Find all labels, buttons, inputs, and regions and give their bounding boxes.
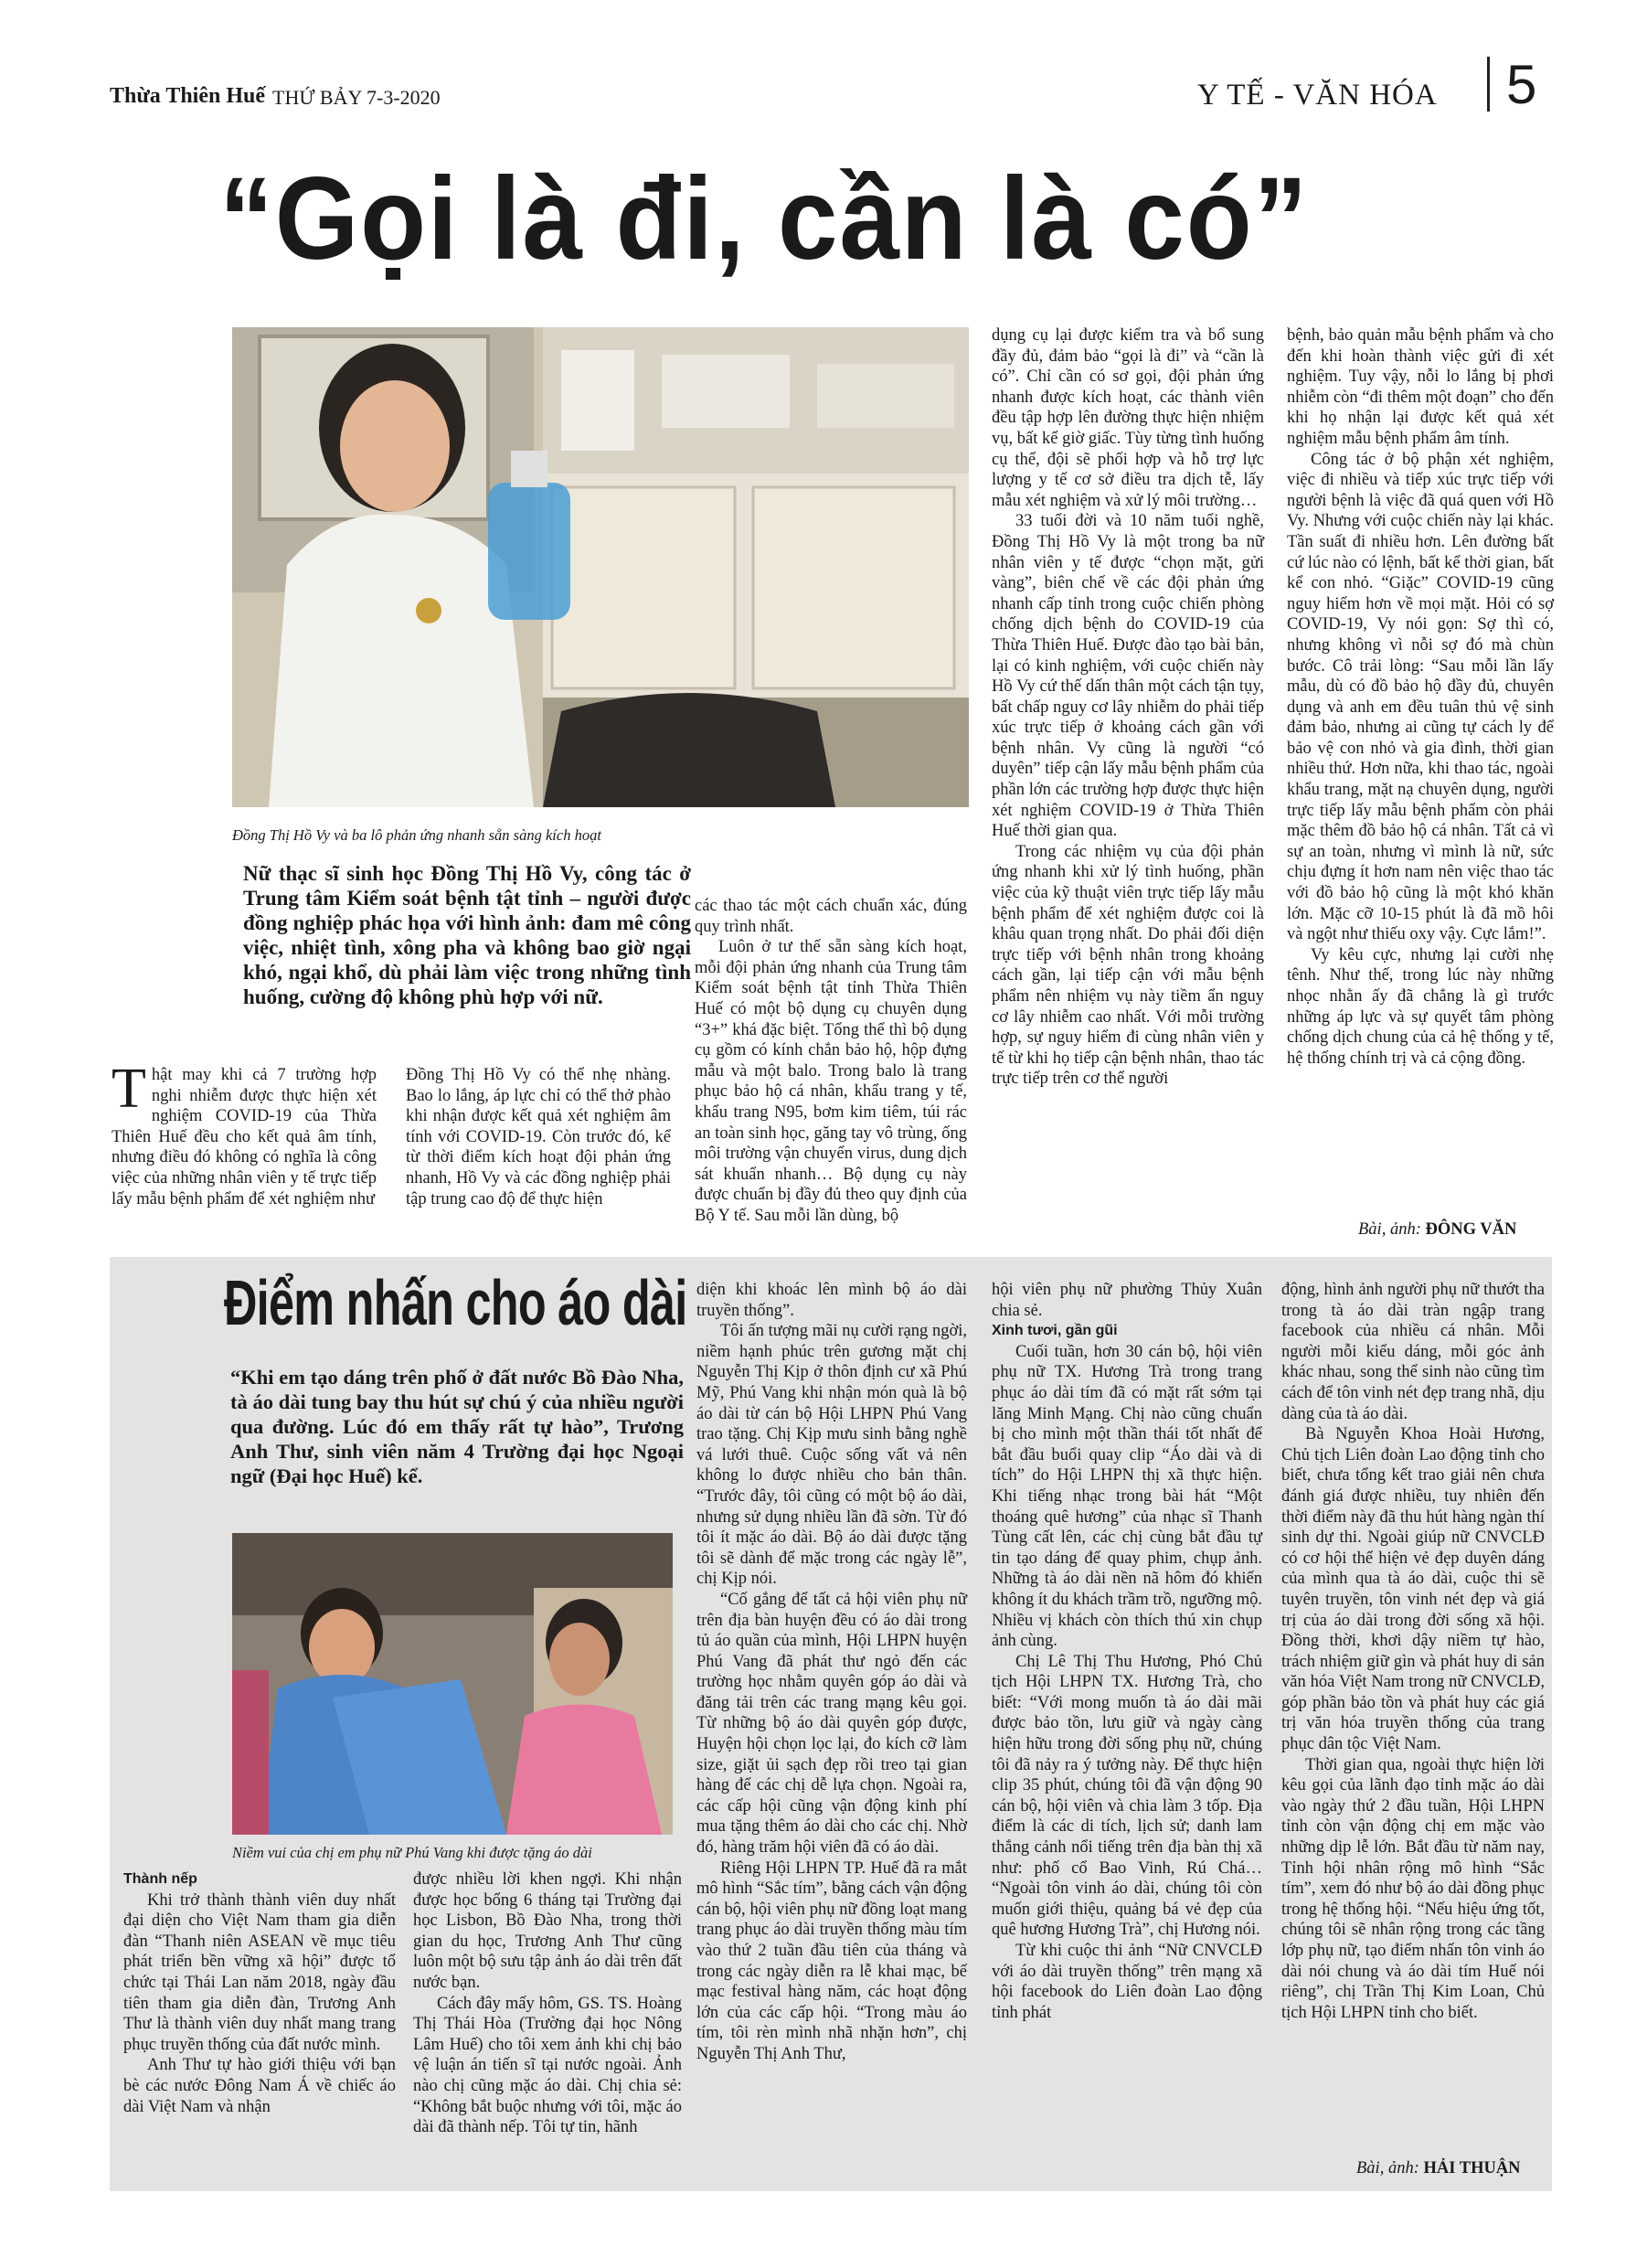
article1-col5-p3: Vy kêu cực, nhưng lại cười nhẹ tênh. Như thế, trong lúc này những nhọc nhằn ấy đã chẳng là gì trước những áp lực và sự quyết tâm phòng chống dịch chung của cả hệ thống y tế, hệ thống chính trị và cả cộng đồng.	[1287, 945, 1554, 1068]
article1-col4-p1: dụng cụ lại được kiểm tra và bổ sung đầy đủ, đảm bảo “gọi là đi” và “cần là có”. Chỉ cần có sơ gọi, đội phản ứng nhanh được kích hoạt, các thành viên đều tập hợp lên đường thực hiện nhiệm vụ, bất kể giờ giấc. Tùy từng tình huống cụ thể, đội sẽ phối hợp và hỗ trợ lực lượng y tế cơ sở điều tra dịch tễ, lấy mẫu xét nghiệm và xử lý môi trường…	[992, 326, 1264, 510]
dropcap: T	[112, 1058, 146, 1120]
article1-col1-text: hật may khi cả 7 trường hợp nghi nhiễm được thực hiện xét nghiệm COVID-19 của Thừa Thiên Huế đều cho kết quả âm tính, nhưng điều đó không có nghĩa là công việc của những nhân viên y tế trực tiếp lấy mẫu bệnh phẩm để xét nghiệm như	[112, 1066, 377, 1209]
article2-col3-p2: Tôi ấn tượng mãi nụ cười rạng ngời, niềm hạnh phúc trên gương mặt chị Nguyễn Thị Kịp ở thôn định cư xã Phú Mỹ, Phú Vang khi nhận món quà là bộ áo dài từ cán bộ Hội LHPN Phú Vang trao tặng. Chị Kịp mưu sinh bằng nghề vá lưới thuê. Cuộc sống vất vả nên không lo được nhiều cho bản thân. “Trước đây, tôi cũng có một bộ áo dài, nhưng sử dụng nhiều lần đã sờn. Từ đó tôi ít mặc áo dài. Bộ áo dài được tặng tôi sẽ dành để mặc trong các ngày lễ”, chị Kịp nói.	[696, 1322, 967, 1589]
article2-col4-p1: hội viên phụ nữ phường Thủy Xuân chia sẻ.	[992, 1281, 1262, 1320]
article1-column-1	[112, 1058, 377, 1209]
issue-date: THỨ BẢY 7-3-2020	[272, 86, 441, 109]
article2-col2-p1: được nhiều lời khen ngợi. Khi nhận được học bổng 6 tháng tại Trường đại học Lisbon, Bồ Đào Nha, trong thời gian du học, Trương Anh Thư cũng luôn một bộ sưu tập ảnh áo dài trên đất nước bạn.	[413, 1870, 682, 1992]
article2-column-3	[696, 1280, 967, 2065]
article1-column-3	[695, 896, 967, 1227]
article1-col2-text: Đồng Thị Hồ Vy có thể nhẹ nhàng. Bao lo lắng, áp lực chỉ có thể thở phào khi nhận được kết quả xét nghiệm âm tính với COVID-19. Còn trước đó, kể từ thời điểm kích hoạt đội phản ứng nhanh, Hồ Vy và các đồng nghiệp phải tập trung cao độ để thực hiện	[406, 1066, 671, 1209]
byline-label: Bài, ảnh:	[1358, 1220, 1421, 1239]
header-divider	[1487, 57, 1490, 112]
article1-col5-p2: Công tác ở bộ phận xét nghiệm, việc đi nhiều và tiếp xúc trực tiếp với người bệnh là việc đã quá quen với Hồ Vy. Nhưng với cuộc chiến này lại khác. Tần suất đi nhiều hơn. Lên đường bất cứ lúc nào có lệnh, bất kể thời gian, bất kể con nhỏ. “Giặc” COVID-19 cũng nguy hiểm hơn về mọi mặt. Hỏi có sợ COVID-19, Vy nói gọn: Sợ thì có, nhưng không vì nỗi sợ đó mà chùn bước. Cô trải lòng: “Sau mỗi lần lấy mẫu, dù có đồ bảo hộ đầy đủ, chuyên dụng và anh em đều tuân thủ vệ sinh đảm bảo, nhưng ai cũng tự cách ly để bảo vệ con nhỏ và gia đình, thời gian nhiều thứ. Hơn nữa, khi thao tác, ngoài khẩu trang, mặt nạ chuyên dụng, người trực tiếp lấy mẫu bệnh phẩm còn phải mặc thêm đồ bảo hộ cá nhân. Tất cả vì sự an toàn, nhưng vì mình là nữ, sức chịu đựng ít hơn nam nên việc thao tác với đồ bảo hộ cũng là một khó khăn lớn. Mặc cỡ 10-15 phút là đã mồ hôi và ngột như thiếu oxy vậy. Cực lắm!”.	[1287, 450, 1554, 944]
article2-col3-p3: “Cố gắng để tất cả hội viên phụ nữ trên địa bàn huyện đều có áo dài trong tủ áo quần của mình, Hội LHPN huyện Phú Vang đã phát thư ngỏ đến các trường học nhằm quyên góp áo dài và đăng tải trên các trang mạng kêu gọi. Từ những bộ áo dài quyên góp được, Huyện hội chọn lọc lại, đo kích cỡ làm size, giặt ủi sạch đẹp rồi treo tại gian hàng để các chị dễ lựa chọn. Ngoài ra, các cấp hội cũng vận động kinh phí mua tặng thêm áo dài cho các chị. Nhờ đó, hàng trăm hội viên đã có áo dài.	[696, 1590, 967, 1858]
newspaper-name: Thừa Thiên Huế	[110, 84, 266, 108]
byline-author-2: HẢI THUẬN	[1423, 2159, 1521, 2177]
article2-subhead-2: Xinh tươi, gần gũi	[992, 1323, 1118, 1339]
article2-column-2	[413, 1869, 682, 2138]
nurse-photo-illustration	[232, 327, 969, 807]
article2-column-4	[992, 1280, 1262, 2023]
article2-col3-p4: Riêng Hội LHPN TP. Huế đã ra mắt mô hình “Sắc tím”, bằng cách vận động cán bộ, hội viên phụ nữ đồng loạt mang trang phục áo dài truyền thống màu tím vào thứ 2 tuần đầu tiên của tháng và trong các ngày diễn ra lễ khai mạc, bế mạc festival hàng năm, các hoạt động lớn của các cấp hội. “Trong màu áo tím, tôi rèn mình nhã nhặn hơn”, chị Nguyễn Thị Anh Thư,	[696, 1858, 967, 2063]
article2-byline	[1356, 2159, 1521, 2178]
article1-col4-p2: 33 tuổi đời và 10 năm tuổi nghề, Đồng Thị Hồ Vy là một trong ba nữ nhân viên y tế được “chọn mặt, gửi vàng”, biên chế về các đội phản ứng nhanh cấp tỉnh trong cuộc chiến phòng chống dịch bệnh do COVID-19 của Thừa Thiên Huế. Được đào tạo bài bản, lại có kinh nghiệm, với cuộc chiến này Hồ Vy cứ thế dấn thân một cách tận tụy, bất chấp nguy cơ lây nhiễm do phải tiếp xúc trực tiếp ở khoảng cách gần với bệnh nhân. Vy cũng là người “có duyên” tiếp cận lấy mẫu bệnh phẩm của phần lớn các trường hợp được thực hiện xét nghiệm COVID-19 ở Thừa Thiên Huế thời gian qua.	[992, 512, 1264, 841]
article2-lead: “Khi em tạo dáng trên phố ở đất nước Bồ Đào Nha, tà áo dài tung bay thu hút sự chú ý của nhiều người qua đường. Lúc đó em thấy rất tự hào”, Trương Anh Thư, sinh viên năm 4 Trường đại học Ngoại ngữ (Đại học Huế) kể.	[230, 1366, 684, 1487]
article2-column-5	[1281, 1280, 1545, 2023]
article1-column-4	[992, 325, 1264, 1090]
article2-headline: Điểm nhấn cho áo dài	[224, 1267, 687, 1338]
article2-col2-p2: Cách đây mấy hôm, GS. TS. Hoàng Thị Thái Hòa (Trường đại học Nông Lâm Huế) cho tôi xem ảnh khi chị bảo vệ luận án tiến sĩ tại nước ngoài. Ảnh nào chị cũng mặc áo dài. Chị chia sẻ: “Không bắt buộc nhưng với tôi, mặc áo dài đã thành nếp. Tôi tự tin, hãnh	[413, 1994, 682, 2137]
article1-headline: “Gọi là đi, cần là có”	[219, 154, 1310, 284]
article2-col4-p3: Chị Lê Thị Thu Hương, Phó Chủ tịch Hội LHPN TX. Hương Trà, cho biết: “Với mong muốn tà áo dài mãi được bảo tồn, lưu giữ và ngày càng hiện hữu trong đời sống phụ nữ, chúng tôi đã nảy ra ý tưởng này. Để thực hiện clip 35 phút, chúng tôi đã vận động 90 cán bộ, hội viên và chia làm 3 tốp. Địa điểm là các di tích, lịch sử; danh lam thắng cảnh nổi tiếng trên địa bàn thị xã như: phố cổ Bao Vinh, Rú Chá… “Ngoài tôn vinh áo dài, chúng tôi còn muốn giới thiệu, quảng bá vẻ đẹp của quê hương Hương Trà”, chị Hương nói.	[992, 1652, 1262, 1940]
article2-col4-p4: Từ khi cuộc thi ảnh “Nữ CNVCLĐ với áo dài truyền thống” trên mạng xã hội facebook do Liên đoàn Lao động tỉnh phát	[992, 1942, 1262, 2022]
article2-subhead-1: Thành nếp	[123, 1871, 197, 1887]
section-title: Y TẾ - VĂN HÓA	[1197, 79, 1438, 112]
article1-col3-p1: các thao tác một cách chuẩn xác, đúng quy trình nhất.	[695, 897, 967, 936]
article2-col1-p1: Khi trở thành thành viên duy nhất đại diện cho Việt Nam tham gia diễn đàn “Thanh niên ASEAN về mục tiêu phát triển bền vững xã hội” được tổ chức tại Thái Lan năm 2018, ngày đầu tiên tham gia diễn đàn, Trương Anh Thư là thành viên duy nhất mang trang phục truyền thống của đất nước mình.	[123, 1890, 396, 2054]
article1-lead: Nữ thạc sĩ sinh học Đồng Thị Hồ Vy, công tác ở Trung tâm Kiểm soát bệnh tật tỉnh – người được đồng nghiệp phác họa với hình ảnh: đam mê công việc, nhiệt tình, xông pha và không bao giờ ngại khó, ngại khổ, dù phải làm việc trong những tình huống, cường độ không phù hợp với nữ.	[243, 862, 691, 1008]
article2-col4-p2: Cuối tuần, hơn 30 cán bộ, hội viên phụ nữ TX. Hương Trà trong trang phục áo dài tím đã có mặt rất sớm tại lăng Minh Mạng. Chị nào cũng chuẩn bị cho mình một thần thái tốt nhất để bắt đầu buổi quay clip “Áo dài và di tích” do Hội LHPN thị xã thực hiện. Khi tiếng nhạc trong bài hát “Một thoáng quê hương” của nhạc sĩ Thanh Tùng cất lên, các chị cùng bắt đầu tự tin tạo dáng để quay phim, chụp ảnh. Những tà áo dài nền nã hôm đó khiến không ít du khách trầm trồ, ngưỡng mộ. Nhiều vị khách còn thích thú xin chụp ảnh cùng.	[992, 1342, 1262, 1651]
article2-column-1	[123, 1869, 396, 2117]
article1-col5-p1: bệnh, bảo quản mẫu bệnh phẩm và cho đến khi hoàn thành việc gửi đi xét nghiệm. Tuy vậy, nỗi lo lắng bị phơi nhiễm còn “đi thêm một đoạn” cho đến khi họ nhận lại được kết quả xét nghiệm mẫu bệnh phẩm âm tính.	[1287, 326, 1554, 448]
article2-photo-caption: Niềm vui của chị em phụ nữ Phú Vang khi được tặng áo dài	[232, 1844, 592, 1861]
byline-author: ĐÔNG VĂN	[1425, 1220, 1517, 1239]
article2-col3-p1: diện khi khoác lên mình bộ áo dài truyền thống”.	[696, 1281, 967, 1320]
article1-column-2	[406, 1065, 671, 1209]
article2-col5-p2: Bà Nguyễn Khoa Hoài Hương, Chủ tịch Liên đoàn Lao động tỉnh cho biết, chưa tổng kết trao giải nên chưa đánh giá được nhiều, tuy nhiên đến thời điểm này đã thu hút hàng ngàn thí sinh dự thi. Ngoài giúp nữ CNVCLĐ có cơ hội thể hiện vẻ đẹp duyên dáng của mình qua tà áo dài, cuộc thi sẽ tuyên truyền, tôn vinh nét đẹp và giá trị của áo dài trong đời sống xã hội. Đồng thời, khơi dậy niềm tự hào, trách nhiệm giữ gìn và phát huy di sản văn hóa Việt Nam trong nữ CNVCLĐ, góp phần bảo tồn và phát huy các giá trị văn hóa truyền thống của trang phục dân tộc Việt Nam.	[1281, 1425, 1545, 1754]
article2-col1-p2: Anh Thư tự hào giới thiệu với bạn bè các nước Đông Nam Á về chiếc áo dài Việt Nam và nhận	[123, 2056, 396, 2116]
article1-col3-p2: Luôn ở tư thế sẵn sàng kích hoạt, mỗi đội phản ứng nhanh của Trung tâm Kiểm soát bệnh tật tỉnh Thừa Thiên Huế có một bộ dụng cụ chuyên dụng “3+” khá đặc biệt. Tổng thể thì bộ dụng cụ gồm có kính chắn bảo hộ, hộp đựng mẫu và một balo. Trong balo là trang phục bảo hộ cá nhân, khẩu trang y tế, khẩu trang N95, bơm kim tiêm, túi rác an toàn sinh học, găng tay vô trùng, ống môi trường vận chuyển virus, dung dịch sát khuẩn nhanh… Bộ dụng cụ này được chuẩn bị đầy đủ theo quy định của Bộ Y tế. Sau mỗi lần dùng, bộ	[695, 938, 967, 1225]
byline-label-2: Bài, ảnh:	[1356, 2159, 1419, 2177]
article1-photo	[232, 327, 969, 807]
article2-col5-p3: Thời gian qua, ngoài thực hiện lời kêu gọi của lãnh đạo tỉnh mặc áo dài vào ngày thứ 2 đầu tuần, Hội LHPN tỉnh còn vận động chị em mặc vào những dịp lễ lớn. Bắt đầu từ năm nay, Tỉnh hội nhân rộng mô hình “Sắc tím”, xem đó như bộ áo dài đồng phục trong hệ thống hội. “Nếu hiệu ứng tốt, chúng tôi sẽ nhân rộng trong các tầng lớp phụ nữ, tạo điểm nhấn tôn vinh áo dài nói chung và áo dài tím Huế nói riêng”, chị Trần Thị Kim Loan, Chủ tịch Hội LHPN tỉnh cho biết.	[1281, 1755, 1545, 2022]
article1-photo-caption: Đồng Thị Hồ Vy và ba lô phản ứng nhanh sẵn sàng kích hoạt	[232, 826, 601, 844]
page-number: 5	[1506, 54, 1537, 115]
article1-column-5	[1287, 325, 1554, 1069]
article2-photo	[232, 1533, 673, 1835]
article1-byline	[1358, 1220, 1516, 1240]
article1-col4-p3: Trong các nhiệm vụ của đội phản ứng nhanh khi xử lý tình huống, phần việc của kỹ thuật viên trực tiếp lấy mẫu bệnh phẩm để xét nghiệm được coi là khâu quan trọng nhất. Do phải đối diện trực tiếp với bệnh nhân trong khoảng cách gần, lại tiếp cận với mẫu bệnh phẩm nên nhiệm vụ này tiềm ẩn nguy cơ lây nhiễm cao nhất. Với mỗi trường hợp, sự nguy hiểm đi cùng nhân viên y tế từ khi họ tiếp cận bệnh nhân, thao tác trực tiếp trên cơ thể người	[992, 842, 1264, 1089]
article2-col5-p1: động, hình ảnh người phụ nữ thướt tha trong tà áo dài tràn ngập trang facebook của nhiều cá nhân. Mỗi người mỗi kiểu dáng, mỗi góc ảnh khác nhau, song thể sinh nào cũng tìm cách để tôn vinh nét đẹp trang nhã, dịu dàng của tà áo dài.	[1281, 1281, 1545, 1423]
ao-dai-photo-illustration	[232, 1533, 673, 1835]
